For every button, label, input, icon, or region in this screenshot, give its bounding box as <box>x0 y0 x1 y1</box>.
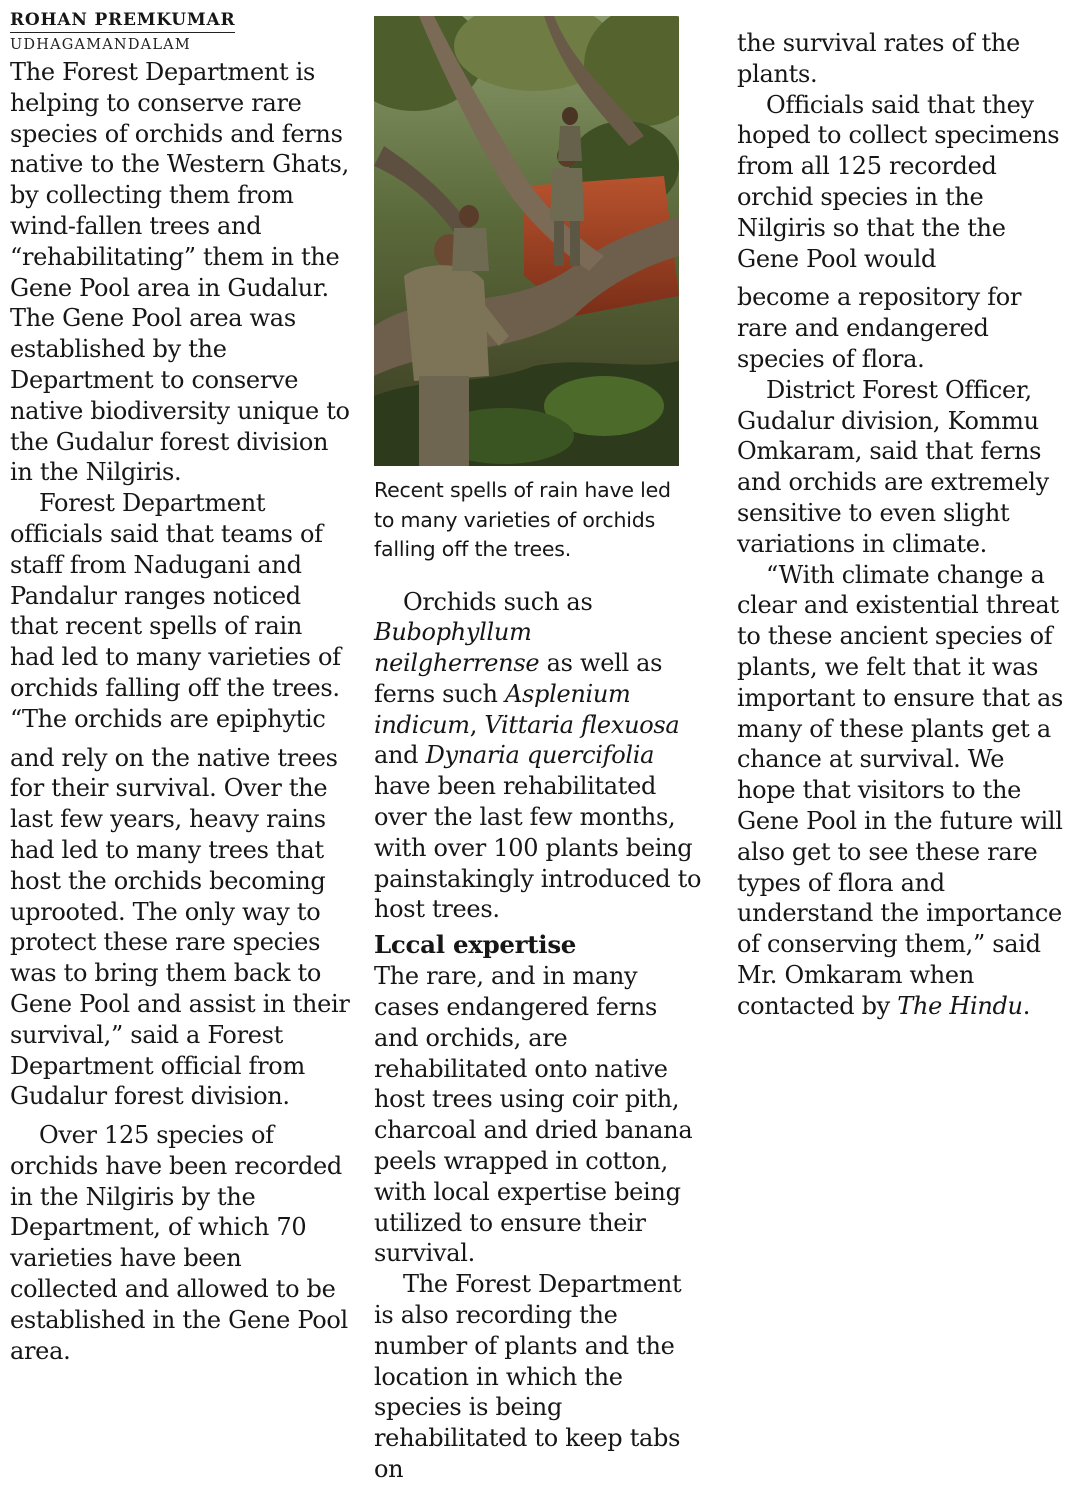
article-column-2 <box>374 0 704 1485</box>
species-name: Bubophyllum neilgherrense <box>374 618 540 678</box>
paragraph: the survival rates of the plants. <box>737 29 1020 88</box>
paragraph: “With climate change a clear and existential threat to these ancient species of plants, we felt that it was important to ensure that as many of these plants get a chance at survival. We hope that visitors to the Gene Pool in the future will also get to see these rare types of flora and understand the importance of conserving them,” said Mr. Omkaram when contacted by The Hindu. <box>737 560 1064 1020</box>
byline: ROHAN PREMKUMAR <box>10 10 235 33</box>
subheading: Lccal expertise <box>374 930 577 960</box>
species-name: Dynaria quercifolia <box>425 741 655 770</box>
paragraph: The Forest Department is also recording the number of plants and the location in which the species is being rehabilitated to keep tabs on <box>374 1270 682 1484</box>
article-column-1 <box>10 0 350 1366</box>
dateline: UDHAGAMANDALAM <box>10 37 191 53</box>
paragraph: Over 125 species of orchids have been recorded in the Nilgiris by the Department, of which 70 varieties have been collected and allowed to be established in the Gene Pool area. <box>10 1121 348 1365</box>
paragraph: The Forest Department is helping to conserve rare species of orchids and ferns native to the Western Ghats, by collecting them from wind-fallen trees and “rehabilitating” them in the Gene Pool area in Gudalur. The Gene Pool area was established by the Department to conserve native biodiversity unique to the Gudalur forest division in the Nilgiris. <box>10 58 350 487</box>
article-column-3 <box>737 0 1067 1022</box>
paragraph: Orchids such as Bubophyllum neilgherrense as well as ferns such Asplenium indicum, Vittaria flexuosa and Dynaria quercifolia have been rehabilitated over the last few months, with over 100 plants being painstakingly introduced to host trees. <box>374 587 702 924</box>
paragraph: District Forest Officer, Gudalur division, Kommu Omkaram, said that ferns and orchids are extremely sensitive to even slight variations in climate. <box>737 375 1049 558</box>
species-name: Vittaria flexuosa <box>484 710 680 739</box>
paragraph: The rare, and in many cases endangered ferns and orchids, are rehabilitated onto native host trees using coir pith, charcoal and dried banana peels wrapped in cotton, with local expertise being utilized to ensure their survival. <box>374 962 693 1268</box>
paragraph: Forest Department officials said that teams of staff from Nadugani and Pandalur ranges noticed that recent spells of rain had led to many varieties of orchids falling off the trees. “The orchids are epiphytic <box>10 489 341 733</box>
photo-caption: Recent spells of rain have led to many varieties of orchids falling off the trees. <box>374 478 671 561</box>
paragraph: and rely on the native trees for their survival. Over the last few years, heavy rains had led to many trees that host the orchids becoming uprooted. The only way to protect these rare species was to bring them back to Gene Pool and assist in their survival,” said a Forest Department official from Gudalur forest division. <box>10 743 350 1111</box>
species-name: Asplenium indicum <box>374 679 631 739</box>
publication-name: The Hindu <box>897 991 1023 1020</box>
article-photo <box>374 16 679 466</box>
paragraph: Officials said that they hoped to collect specimens from all 125 recorded orchid species in the Nilgiris so that the the Gene Pool would <box>737 90 1060 273</box>
paragraph: become a repository for rare and endangered species of flora. <box>737 283 1022 373</box>
forest-staff-photo <box>374 16 679 466</box>
